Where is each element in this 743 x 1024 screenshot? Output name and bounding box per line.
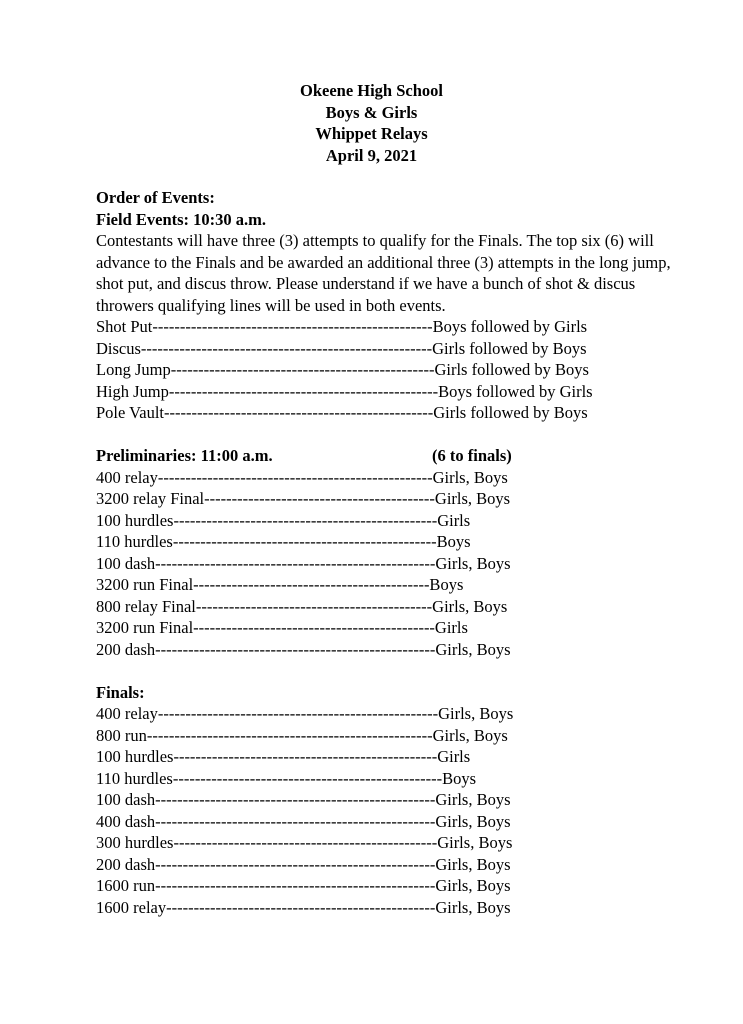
field-events-section xyxy=(96,209,696,424)
event-row: 100 dash---------------------------------------------------Girls, Boys xyxy=(96,790,511,809)
section-spacer xyxy=(96,660,696,682)
event-row: Long Jump------------------------------------------------Girls followed by Boys xyxy=(96,360,589,379)
division-label: Boys & Girls xyxy=(325,102,418,122)
event-row: 100 hurdles------------------------------------------------Girls xyxy=(96,747,471,766)
meet-date: April 9, 2021 xyxy=(325,145,418,165)
event-row: 3200 run Final-------------------------------------------Boys xyxy=(96,575,464,594)
meet-name: Whippet Relays xyxy=(315,124,428,143)
event-row: 200 dash---------------------------------------------------Girls, Boys xyxy=(96,639,511,659)
event-row: 400 relay--------------------------------------------------Girls, Boys xyxy=(96,467,508,487)
event-row: 3200 relay Final------------------------------------------Girls, Boys xyxy=(96,489,511,508)
event-row: 400 relay---------------------------------------------------Girls, Boys xyxy=(96,704,514,723)
section-spacer xyxy=(96,424,696,446)
event-row: High Jump-------------------------------------------------Boys followed by Girls xyxy=(96,381,593,401)
event-row: Shot Put---------------------------------------------------Boys followed by Girls xyxy=(96,317,588,336)
event-row: 800 run----------------------------------------------------Girls, Boys xyxy=(96,725,508,745)
document-body xyxy=(96,187,696,918)
event-row: 200 dash---------------------------------------------------Girls, Boys xyxy=(96,854,511,874)
field-events-paragraph: Contestants will have three (3) attempts to qualify for the Finals. The top six (6) will advance to the Finals and be awarded an additional three (3) attempts in the long jump, shot put, and discus throw. Please understand if we have a bunch of shot & discus throwers qualifying lines will be used in both events. xyxy=(96,231,671,315)
finals-section xyxy=(96,682,696,919)
event-row: 110 hurdles-------------------------------------------------Boys xyxy=(96,768,476,788)
order-heading: Order of Events: xyxy=(96,188,215,207)
event-row: 800 relay Final-------------------------------------------Girls, Boys xyxy=(96,596,508,616)
event-row: 100 hurdles------------------------------------------------Girls xyxy=(96,510,471,530)
event-row: 400 dash---------------------------------------------------Girls, Boys xyxy=(96,811,511,831)
field-events-heading: Field Events: 10:30 a.m. xyxy=(96,209,267,229)
preliminaries-section xyxy=(96,445,696,660)
event-row: 3200 run Final--------------------------------------------Girls xyxy=(96,618,468,637)
event-row: Discus-----------------------------------------------------Girls followed by Boys xyxy=(96,338,587,358)
school-name: Okeene High School xyxy=(299,81,443,100)
preliminaries-note: (6 to finals) xyxy=(432,446,512,465)
event-row: Pole Vault-------------------------------------------------Girls followed by Boys xyxy=(96,403,588,422)
event-row: 110 hurdles------------------------------------------------Boys xyxy=(96,532,471,551)
event-row: 100 dash---------------------------------------------------Girls, Boys xyxy=(96,553,511,573)
preliminaries-heading-row xyxy=(96,445,696,467)
document-header xyxy=(0,80,743,166)
preliminaries-heading: Preliminaries: 11:00 a.m. xyxy=(96,446,273,465)
event-row: 1600 relay-------------------------------------------------Girls, Boys xyxy=(96,897,511,917)
event-row: 300 hurdles------------------------------------------------Girls, Boys xyxy=(96,833,513,852)
finals-heading: Finals: xyxy=(96,682,145,702)
event-row: 1600 run---------------------------------------------------Girls, Boys xyxy=(96,876,511,895)
